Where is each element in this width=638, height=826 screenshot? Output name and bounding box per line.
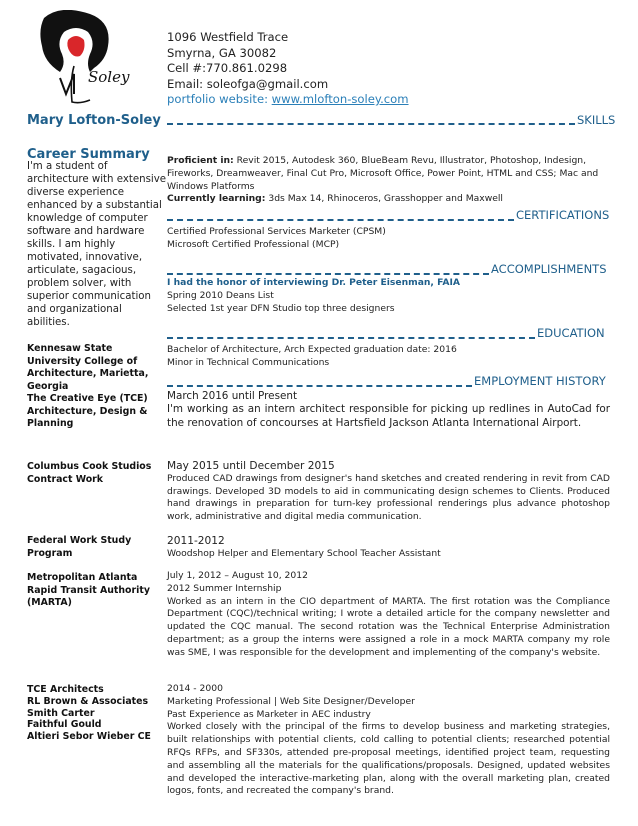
job-federal-work-study — [167, 535, 610, 561]
career-summary-title: Career Summary — [27, 147, 150, 162]
job-description: I'm working as an intern architect responsible for picking up redlines in AutoCad for the renovation of concourses at Hartsfield Jackson Atlanta International Airport. — [167, 403, 610, 429]
job-description: Worked closely with the principal of the firms to develop business and marketing strategies, built relationships with potential clients, cold calling to potential clients; researched potential RFQs RFPs, and SF330s, attended pre-proposal meetings, identified project team, requesting and assembling all the materials for the qualifications/proposals. Designed, updated websites and developed the interactive-marketing plan, along with the overall marketing plan, created logos, fonts, and recreated the company's brand. — [167, 721, 610, 797]
portfolio-line — [167, 92, 409, 108]
certification-item: Microsoft Certified Professional (MCP) — [167, 238, 340, 250]
employment-rule — [167, 374, 472, 387]
job-description: Worked as an intern in the CIO department of MARTA. The first rotation was the Compliance Department (CQC)/technical writing; I wrote a detailed article for the company newsletter and updated the CQC manual. The second rotation was the Technical Enterprise Administration department; as a group the interns were assigned a role in a mock MARTA company my role was SME, I was responsible for the development and implementing of the company's website. — [167, 595, 610, 658]
learning-text: 3ds Max 14, Rhinoceros, Grasshopper and Maxwell — [265, 193, 503, 205]
job-creative-eye — [167, 390, 610, 430]
skills-rule — [167, 112, 575, 125]
accomplishment-highlight: I had the honor of interviewing Dr. Peter Eisenman, FAIA — [167, 277, 460, 288]
education-details — [167, 344, 617, 370]
address-line-1: 1096 Westfield Trace — [167, 30, 289, 44]
job-description: Woodshop Helper and Elementary School Teacher Assistant — [167, 547, 441, 559]
education-degree: Bachelor of Architecture, Arch Expected graduation date: 2016 — [167, 344, 457, 355]
career-summary-text: I'm a student of architecture with extensive diverse experience enhanced by a substantial knowledge of computer software and hardware skills. I am highly motivated, innovative, articulate, sagacious, problem solver, with superior communication and organizational abilities. — [27, 161, 167, 328]
learning-line — [167, 193, 617, 206]
accomplishments-rule — [167, 262, 489, 275]
employer-aec-firms: TCE Architects RL Brown & Associates Smith Carter Faithful Gould Altieri Sebor Wieber CE — [27, 684, 151, 743]
employer-columbus-cook: Columbus Cook Studios Contract Work — [27, 461, 152, 485]
accomplishment-item: Selected 1st year DFN Studio top three designers — [167, 302, 395, 314]
certification-item: Certified Professional Services Marketer (CPSM) — [167, 226, 386, 237]
education-school: Kennesaw State University College of Architecture, Marietta, Georgia — [27, 343, 149, 392]
job-description: Produced CAD drawings from designer's hand sketches and created rendering in revit from CAD drawings. Developed 3D models to aid in communicating design schemes to Clients. Produced hand drawings in preparation for turn-key professional renderings plus advance photoshop work, administrative and digital media communication. — [167, 472, 610, 523]
skills-heading: SKILLS — [577, 113, 616, 127]
contact-block — [167, 30, 409, 108]
job-past: Past Experience as Marketer in AEC industry — [167, 708, 371, 720]
accomplishment-item: Spring 2010 Deans List — [167, 289, 274, 301]
portfolio-link[interactable]: www.mlofton-soley.com — [271, 92, 409, 106]
education-rule — [167, 326, 535, 339]
employer-federal-work-study: Federal Work Study Program — [27, 535, 132, 559]
job-date: 2014 - 2000 — [167, 683, 223, 694]
employer-marta: Metropolitan Atlanta Rapid Transit Authority (MARTA) — [27, 572, 150, 609]
job-date: March 2016 until Present — [167, 390, 298, 402]
email: Email: soleofga@gmail.com — [167, 76, 329, 91]
certifications-heading: CERTIFICATIONS — [516, 208, 610, 222]
accomplishments-list — [167, 277, 617, 315]
address-line-2: Smyrna, GA 30082 — [167, 45, 277, 60]
logo — [30, 10, 140, 110]
applicant-name: Mary Lofton-Soley — [27, 113, 161, 128]
proficient-label: Proficient in: — [167, 155, 234, 166]
job-title: Marketing Professional | Web Site Designer/Developer — [167, 695, 415, 707]
education-minor: Minor in Technical Communications — [167, 356, 330, 368]
proficient-line — [167, 155, 617, 193]
cell-phone: Cell #:770.861.0298 — [167, 61, 288, 75]
job-date: May 2015 until December 2015 — [167, 460, 335, 472]
proficient-text: Revit 2015, Autodesk 360, BlueBeam Revu, Illustrator, Photoshop, Indesign, Fireworks, Dreamweaver, Final Cut Pro, Microsoft Office, Power Point, HTML and CSS; Mac and Windows Platforms — [167, 155, 599, 192]
logo-text: Soley — [88, 68, 130, 86]
job-date: July 1, 2012 – August 10, 2012 — [167, 570, 308, 581]
education-heading: EDUCATION — [537, 326, 605, 340]
employment-heading: EMPLOYMENT HISTORY — [474, 374, 606, 388]
job-marta — [167, 570, 610, 660]
learning-label: Currently learning: — [167, 193, 266, 205]
employer-creative-eye: The Creative Eye (TCE) Architecture, Design & Planning — [27, 393, 148, 430]
job-columbus-cook — [167, 460, 610, 524]
logo-graphic — [30, 10, 140, 110]
certifications-rule — [167, 208, 514, 221]
portfolio-label: portfolio website: — [167, 92, 272, 106]
skills-body — [167, 155, 617, 206]
job-date: 2011-2012 — [167, 535, 225, 547]
certifications-list — [167, 226, 617, 252]
accomplishments-heading: ACCOMPLISHMENTS — [491, 262, 607, 276]
job-aec-firms — [167, 683, 610, 798]
job-title: 2012 Summer Internship — [167, 582, 282, 594]
